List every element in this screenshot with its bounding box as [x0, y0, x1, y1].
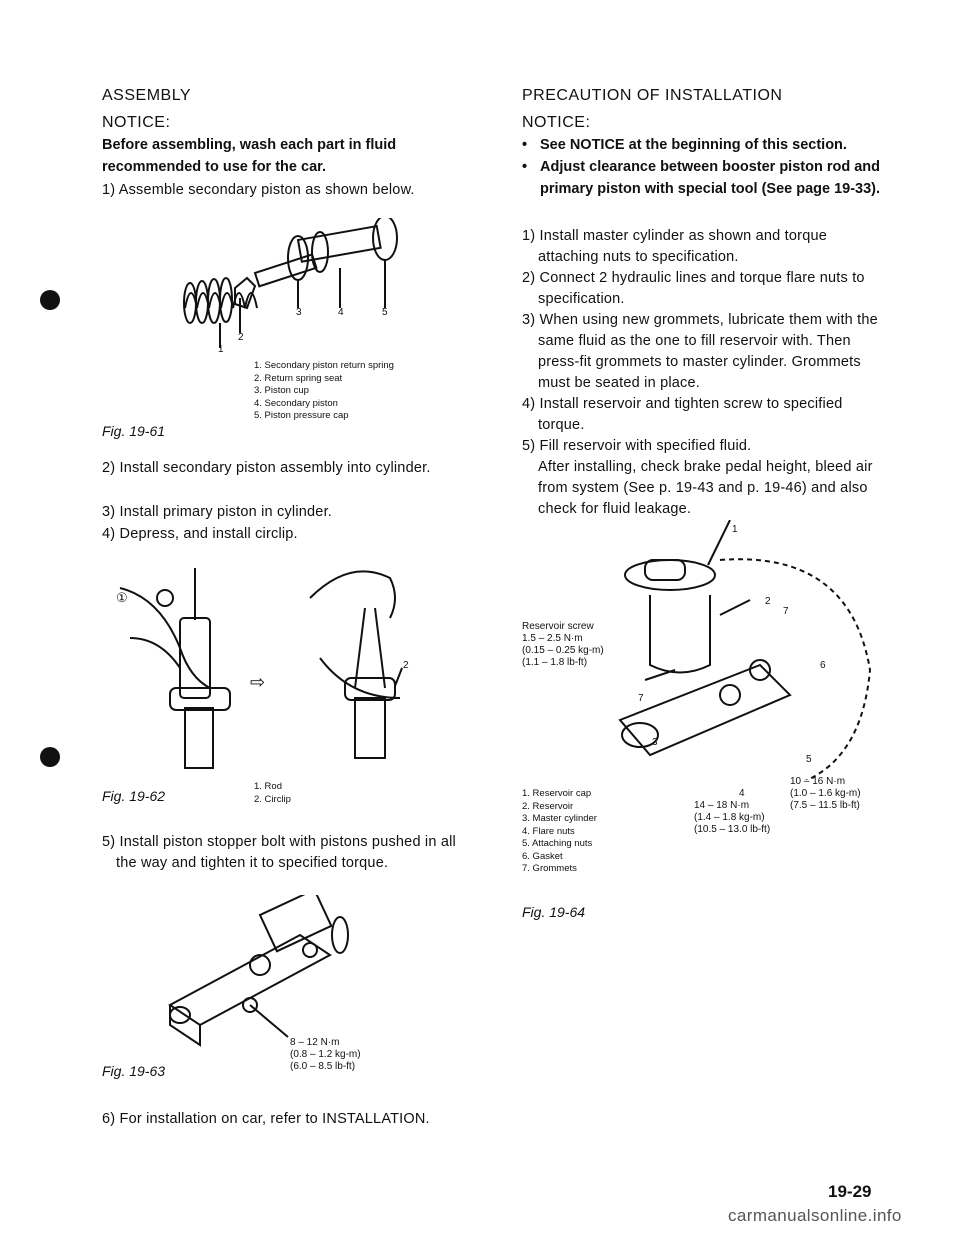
right-step: 3) When using new grommets, lubricate them with the same fluid as the one to fill reservoir with. Then press-fit grommets to master cylinder. Grommets must be seated in place. — [522, 312, 878, 391]
notice-line-2: recommended to use for the car. — [102, 159, 327, 175]
fig64-screw-line: (0.15 – 0.25 kg-m) — [522, 645, 604, 656]
fig61-caption: Fig. 19-61 — [102, 423, 166, 439]
fig61-legend — [254, 360, 394, 423]
fig64-reservoir-screw — [522, 621, 604, 669]
fig64-legend — [522, 788, 597, 876]
step-5-left: 5) Install piston stopper bolt with pistons pushed in all the way and tighten it to specified torque. — [102, 834, 456, 871]
fig62-caption: Fig. 19-62 — [102, 788, 166, 804]
right-step: 4) Install reservoir and tighten screw to specified torque. — [522, 396, 843, 433]
fig64-attach-line: 10 – 16 N·m — [790, 776, 846, 787]
fig64-callout-5: 5 — [806, 754, 812, 765]
fig62-callout-1: ① — [116, 590, 128, 605]
fig64-attach-line: (1.0 – 1.6 kg-m) — [790, 788, 861, 799]
fig64-legend-item: 7. Grommets — [522, 863, 577, 874]
fig62-arrow: ⇨ — [250, 672, 266, 692]
fig64-flare-line: 14 – 18 N·m — [694, 800, 750, 811]
fig62-legend-item: 1. Rod — [254, 781, 282, 792]
bullet-item: • Adjust clearance between booster piston rod and primary piston with special tool (See page 19-33). — [522, 156, 884, 200]
right-step-note: After installing, check brake pedal height, bleed air from system (See p. 19-43 and p. 19-46) and also check for fluid leakage. — [538, 459, 873, 517]
fig-19-64-illustration — [600, 520, 880, 780]
fig-19-63-illustration — [160, 895, 360, 1055]
fig63-caption: Fig. 19-63 — [102, 1063, 166, 1079]
fig63-torque — [290, 1037, 361, 1073]
fig-19-61-illustration — [180, 218, 420, 358]
fig61-callout-3: 3 — [296, 307, 302, 318]
fig64-callout-4: 4 — [739, 788, 745, 799]
fig64-flare-line: (1.4 – 1.8 kg-m) — [694, 812, 765, 823]
fig64-callout-1: 1 — [732, 524, 738, 535]
assembly-heading: ASSEMBLY — [102, 87, 192, 104]
notice-line-1: Before assembling, wash each part in fluid — [102, 137, 397, 153]
fig62-legend — [254, 781, 291, 806]
fig61-legend-item: 2. Return spring seat — [254, 372, 343, 384]
fig61-callout-1: 1 — [218, 344, 224, 355]
fig64-screw-line: 1.5 – 2.5 N·m — [522, 633, 583, 644]
bullet-item: • See NOTICE at the beginning of this section. — [522, 134, 884, 156]
fig64-flare-line: (10.5 – 13.0 lb-ft) — [694, 824, 771, 835]
fig64-callout-6: 6 — [820, 660, 826, 671]
steps-right — [522, 226, 884, 520]
step-2-left: 2) Install secondary piston assembly into cylinder. — [102, 460, 431, 476]
binder-hole-bottom — [40, 747, 60, 767]
fig61-legend-item: 5. Piston pressure cap — [254, 410, 349, 421]
fig61-legend-item: 1. Secondary piston return spring — [254, 360, 394, 371]
step-3-left: 3) Install primary piston in cylinder. — [102, 504, 333, 520]
notice-label-left: NOTICE: — [102, 114, 171, 131]
right-step: 2) Connect 2 hydraulic lines and torque flare nuts to specification. — [522, 270, 865, 307]
watermark-text: carmanualsonline.info — [728, 1206, 902, 1225]
fig64-legend-item: 5. Attaching nuts — [522, 838, 593, 849]
fig64-legend-item: 6. Gasket — [522, 850, 563, 862]
right-step: 5) Fill reservoir with specified fluid. — [522, 438, 752, 454]
fig64-caption: Fig. 19-64 — [522, 904, 586, 920]
fig64-attach-line: (7.5 – 11.5 lb-ft) — [790, 800, 860, 811]
precaution-heading: PRECAUTION OF INSTALLATION — [522, 87, 783, 104]
fig63-torque-line: (0.8 – 1.2 kg-m) — [290, 1049, 361, 1060]
fig64-callout-7b: 7 — [638, 693, 644, 704]
step-6-left: 6) For installation on car, refer to INSTALLATION. — [102, 1111, 430, 1127]
binder-hole-top — [40, 290, 60, 310]
fig61-legend-item: 4. Secondary piston — [254, 397, 338, 409]
fig61-callout-2: 2 — [238, 332, 244, 343]
fig64-torque-flare — [694, 800, 770, 836]
page-number: 19-29 — [828, 1182, 872, 1201]
fig64-torque-attach — [790, 776, 861, 812]
fig63-torque-line: (6.0 – 8.5 lb-ft) — [290, 1061, 356, 1072]
fig64-legend-item: 2. Reservoir — [522, 800, 574, 812]
fig64-legend-item: 4. Flare nuts — [522, 825, 575, 837]
fig64-callout-2: 2 — [765, 596, 771, 607]
fig64-callout-7a: 7 — [783, 606, 789, 617]
fig62-legend-item: 2. Circlip — [254, 793, 291, 805]
fig61-callout-5: 5 — [382, 307, 388, 318]
fig64-callout-3: 3 — [652, 737, 658, 748]
fig64-legend-item: 3. Master cylinder — [522, 813, 597, 824]
notice-bullets-right — [522, 134, 884, 200]
fig-19-62-illustration — [110, 558, 440, 778]
notice-label-right: NOTICE: — [522, 114, 591, 131]
fig64-screw-line: (1.1 – 1.8 lb-ft) — [522, 657, 588, 668]
bullet-text: See NOTICE at the beginning of this section. — [540, 137, 847, 153]
bullet-text: Adjust clearance between booster piston rod and primary piston with special tool (See page 19-33). — [540, 159, 881, 197]
right-step: 1) Install master cylinder as shown and torque attaching nuts to specification. — [522, 228, 827, 265]
notice-text-left — [102, 134, 462, 178]
fig64-legend-item: 1. Reservoir cap — [522, 788, 592, 799]
fig62-callout-2: 2 — [403, 660, 409, 671]
fig61-callout-4: 4 — [338, 307, 344, 318]
step-4-left: 4) Depress, and install circlip. — [102, 526, 298, 542]
fig61-legend-item: 3. Piston cup — [254, 385, 309, 396]
fig63-torque-line: 8 – 12 N·m — [290, 1037, 340, 1048]
step-1-left: 1) Assemble secondary piston as shown below. — [102, 182, 415, 198]
fig64-screw-line: Reservoir screw — [522, 621, 594, 632]
